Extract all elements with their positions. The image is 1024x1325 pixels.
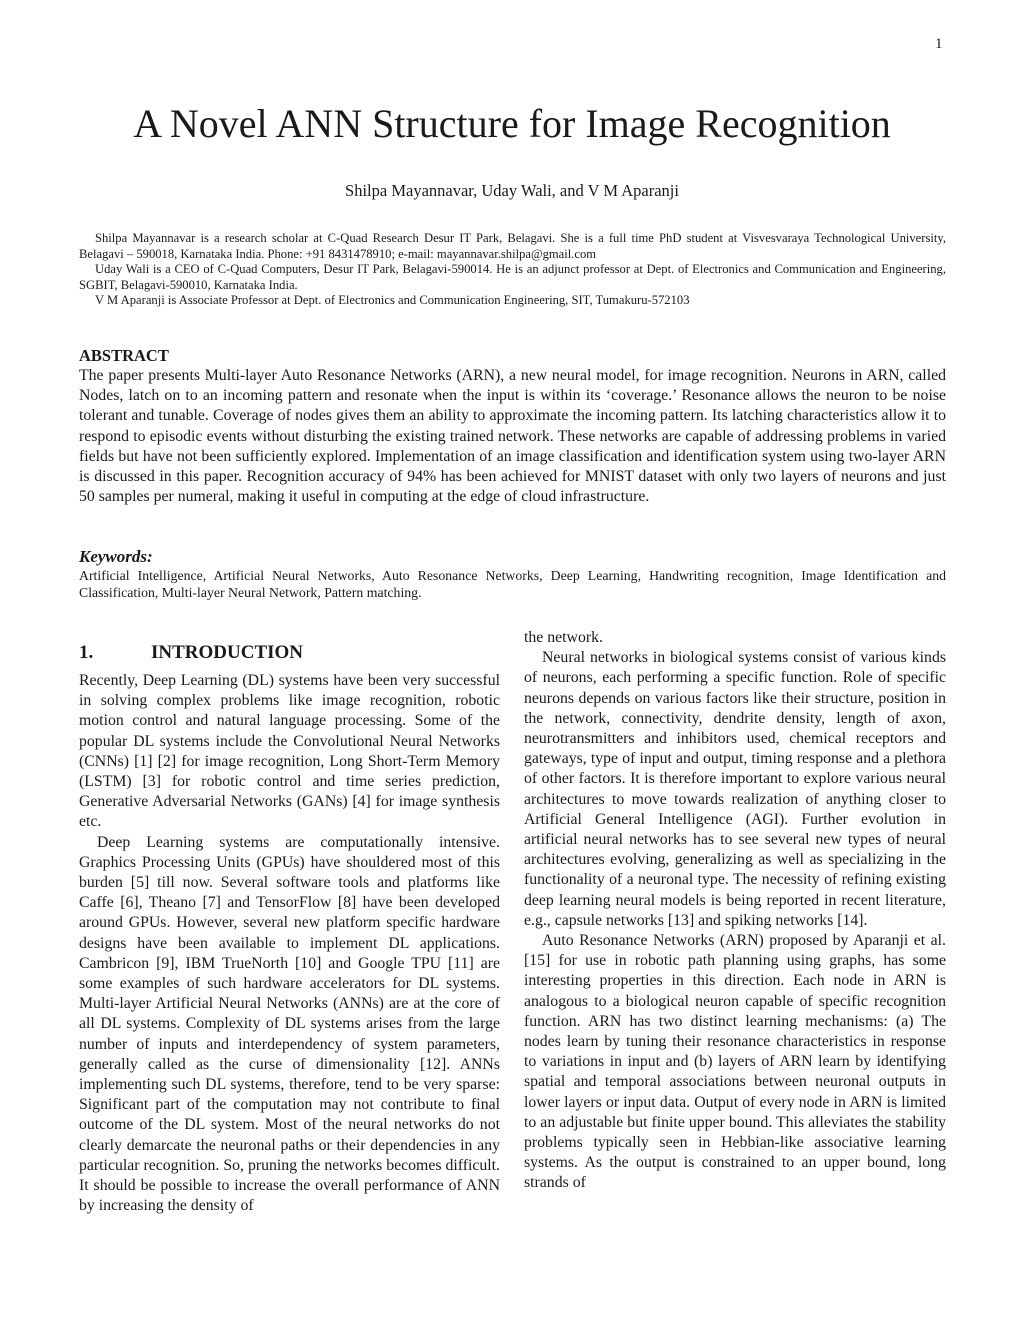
abstract-text: The paper presents Multi-layer Auto Resonance Networks (ARN), a new neural model, for image recognition. Neurons in ARN, called Nodes, latch on to an incoming pattern and resonate when the input is within its ‘coverage.’ Resonance allows the neuron to be noise tolerant and tunable. Coverage of nodes gives them an ability to approximate the incoming pattern. Its latching characteristics allow it to respond to episodic events without disturbing the existing trained network. These networks are capable of addressing problems in varied fields but have not been sufficiently explored. Implementation of an image classification and identification system using two-layer ARN is discussed in this paper. Recognition accuracy of 94% has been achieved for MNIST dataset with only two layers of neurons and just 50 samples per numeral, making it useful in computing at the edge of cloud infrastructure. [79, 367, 946, 506]
author-affiliations [79, 231, 946, 309]
left-column [79, 671, 500, 1216]
paragraph: Auto Resonance Networks (ARN) proposed by Aparanji et al. [15] for use in robotic path planning using graphs, has some interesting properties in this direction. Each node in ARN is analogous to a biological neuron capable of specific recognition function. ARN has two distinct learning mechanisms: (a) The nodes learn by tuning their resonance characteristics in response to variations in input and (b) layers of ARN learn by identifying spatial and temporal associations between neuronal outputs in lower layers or input data. Output of every node in ARN is limited to an adjustable but finite upper bound. This alleviates the stability problems typically seen in Hebbian-like associative learning systems. As the output is constrained to an upper bound, long strands of [524, 932, 946, 1192]
right-column [524, 628, 946, 1194]
paper-title: A Novel ANN Structure for Image Recognition [133, 101, 891, 146]
section-number: 1. [79, 642, 94, 663]
paragraph: Deep Learning systems are computationally intensive. Graphics Processing Units (GPUs) have shouldered most of this burden [5] till now. Several software tools and platforms like Caffe [6], Theano [7] and TensorFlow [8] have been developed around GPUs. However, several new platform specific hardware designs have been available to implement DL applications. Cambricon [9], IBM TrueNorth [10] and Google TPU [11] are some examples of such hardware accelerators for DL systems. Multi-layer Artificial Neural Networks (ANNs) are at the core of all DL systems. Complexity of DL systems arises from the large number of inputs and interdependency of system parameters, generally called as the curse of dimensionality [12]. ANNs implementing such DL systems, therefore, tend to be very sparse: Significant part of the computation may not contribute to final outcome of the DL system. Most of the neural networks do not clearly demarcate the neuronal paths or their dependencies in any particular recognition. So, pruning the networks becomes difficult. It should be possible to increase the overall performance of ANN by increasing the density of [79, 833, 500, 1215]
affiliation-1: Shilpa Mayannavar is a research scholar at C-Quad Research Desur IT Park, Belagavi. She is a full time PhD student at Visvesvaraya Technological University, Belagavi – 590018, Karnataka India. Phone: +91 8431478910; e-mail: mayannavar.shilpa@gmail.com [79, 231, 946, 261]
affiliation-2: Uday Wali is a CEO of C-Quad Computers, Desur IT Park, Belagavi-590014. He is an adjunct professor at Dept. of Electronics and Communication and Engineering, SGBIT, Belagavi-590010, Karnataka India. [79, 262, 946, 292]
paragraph: Neural networks in biological systems consist of various kinds of neurons, each performing a specific function. Role of specific neurons depends on various factors like their structure, position in the network, connectivity, dendrite density, length of axon, neurotransmitters and inhibitors used, chemical receptors and gateways, type of input and output, timing response and a plethora of other factors. It is therefore important to explore various neural architectures to move towards realization of anything closer to Artificial General Intelligence (AGI). Further evolution in artificial neural networks has to see several new types of neural architectures evolving, generalizing as well as specializing in the functionality of a neuronal type. The necessity of refining existing deep learning neural models is being reported in recent literature, e.g., capsule networks [13] and spiking networks [14]. [524, 649, 946, 929]
affiliation-3: V M Aparanji is Associate Professor at Dept. of Electronics and Communication Engineering, SIT, Tumakuru-572103 [95, 293, 690, 308]
keywords-text: Artificial Intelligence, Artificial Neural Networks, Auto Resonance Networks, Deep Learning, Handwriting recognition, Image Identification and Classification, Multi-layer Neural Network, Pattern matching. [79, 568, 946, 600]
keywords-heading: Keywords: [79, 547, 153, 566]
section-heading [79, 642, 303, 664]
abstract-heading: ABSTRACT [79, 346, 169, 365]
paragraph: Recently, Deep Learning (DL) systems have been very successful in solving complex problems like image recognition, robotic motion control and natural language processing. Some of the popular DL systems include the Convolutional Neural Networks (CNNs) [1] [2] for image recognition, Long Short-Term Memory (LSTM) [3] for robotic control and time series prediction, Generative Adversarial Networks (GANs) [4] for image synthesis etc. [79, 672, 500, 831]
paragraph: the network. [524, 629, 603, 646]
author-list: Shilpa Mayannavar, Uday Wali, and V M Aparanji [345, 181, 679, 200]
page-number: 1 [935, 36, 943, 52]
section-title: INTRODUCTION [151, 642, 304, 663]
